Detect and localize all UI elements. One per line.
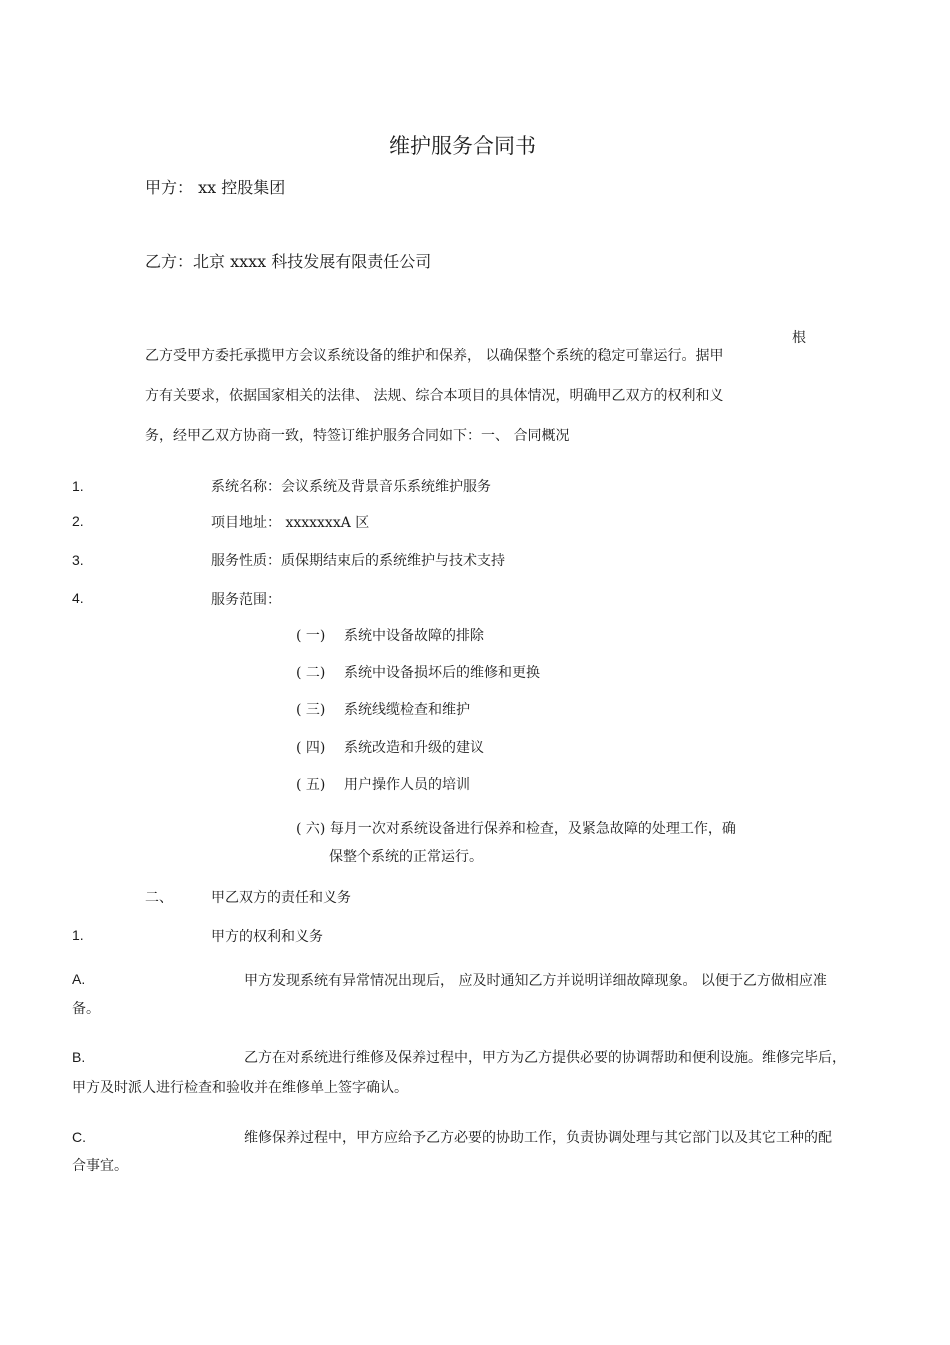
clause-line-2: 甲方及时派人进行检查和验收并在维修单上签字确认。 <box>72 1080 408 1096</box>
overview-item-text: 系统名称：会议系统及背景音乐系统维护服务 <box>211 479 491 495</box>
overview-item-num: 2. <box>72 513 84 529</box>
scope-item-num: ( 四) <box>296 740 326 756</box>
scope-item-6-line-2: 保整个系统的正常运行。 <box>329 849 483 865</box>
section-2-title: 甲乙双方的责任和义务 <box>211 890 351 906</box>
overview-item-num: 1. <box>72 478 84 494</box>
document-title: 维护服务合同书 <box>389 134 536 158</box>
scope-item-text: 用户操作人员的培训 <box>344 777 470 793</box>
clause-letter: B. <box>72 1049 86 1065</box>
scope-item-text: 系统改造和升级的建议 <box>344 740 484 756</box>
scope-item-num: ( 五) <box>296 777 326 793</box>
clause-line-1: 乙方在对系统进行维修及保养过程中，甲方为乙方提供必要的协调帮助和便利设施。维修完毕后， <box>244 1050 846 1066</box>
clause-line-1: 甲方发现系统有异常情况出现后， 应及时通知乙方并说明详细故障现象。 以便于乙方做相应准 <box>244 973 827 989</box>
intro-line-3: 务，经甲乙双方协商一致，特签订维护服务合同如下：一、 合同概况 <box>145 428 570 444</box>
scope-item-6-line-1: ( 六) 每月一次对系统设备进行保养和检查，及紧急故障的处理工作，确 <box>296 821 736 837</box>
intro-line-2: 方有关要求，依据国家相关的法律、 法规、综合本项目的具体情况，明确甲乙双方的权利和义 <box>145 388 724 404</box>
scope-item-num: ( 三) <box>296 702 326 718</box>
scope-item-num: ( 二) <box>296 665 326 681</box>
subsection-1-title: 甲方的权利和义务 <box>211 929 323 945</box>
clause-line-2: 合事宜。 <box>72 1158 128 1174</box>
overview-item-text: 项目地址： xxxxxxxA 区 <box>211 515 370 531</box>
clause-letter: A. <box>72 971 86 987</box>
clause-letter: C. <box>72 1129 86 1145</box>
overview-item-num: 4. <box>72 590 84 606</box>
clause-line-1: 维修保养过程中，甲方应给予乙方必要的协助工作，负责协调处理与其它部门以及其它工种的配 <box>244 1130 832 1146</box>
party-a: 甲方： xx 控股集团 <box>145 178 286 197</box>
party-b: 乙方：北京 xxxx 科技发展有限责任公司 <box>145 252 432 271</box>
clause-line-2: 备。 <box>72 1001 100 1017</box>
scope-item-text: 系统线缆检查和维护 <box>344 702 470 718</box>
scope-item-num: ( 一) <box>296 628 326 644</box>
overview-item-text: 服务性质：质保期结束后的系统维护与技术支持 <box>211 553 505 569</box>
scope-item-text: 系统中设备损坏后的维修和更换 <box>344 665 540 681</box>
scope-item-text: 系统中设备故障的排除 <box>344 628 484 644</box>
intro-line-1: 乙方受甲方委托承揽甲方会议系统设备的维护和保养， 以确保整个系统的稳定可靠运行。据甲 <box>145 348 724 364</box>
overview-item-text: 服务范围： <box>211 592 281 608</box>
section-2-num: 二、 <box>145 890 173 906</box>
subsection-1-num: 1. <box>72 927 84 943</box>
intro-word-root: 根 <box>792 330 806 346</box>
overview-item-num: 3. <box>72 552 84 568</box>
